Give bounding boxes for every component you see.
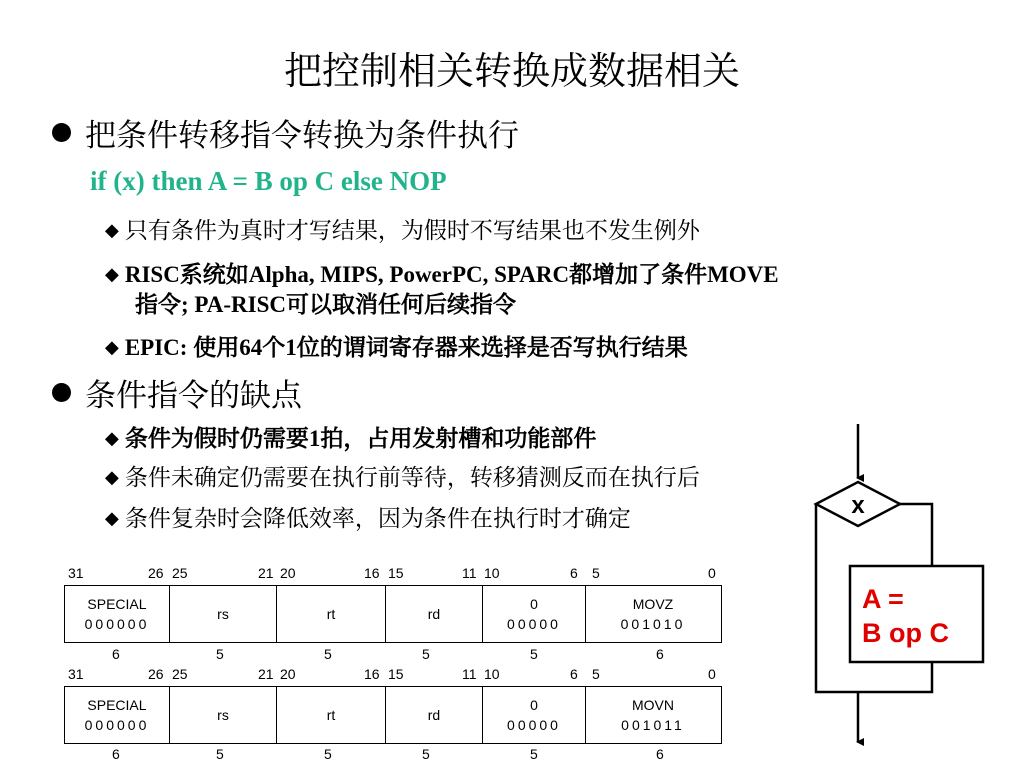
bit-positions-row	[64, 666, 724, 686]
width-label: 6	[112, 746, 120, 762]
field-name: SPECIAL	[87, 697, 147, 713]
sub-item-text: 条件未确定仍需要在执行前等待，转移猜测反而在执行后	[124, 465, 700, 490]
sub-item-text: EPIC: 使用64个1位的谓词寄存器来选择是否写执行结果	[124, 335, 688, 360]
field-code: 001011	[621, 717, 685, 733]
sub-item-continuation: 指令; PA-RISC可以取消任何后续指令	[135, 292, 516, 317]
bit-label: 16	[364, 666, 380, 682]
width-label: 5	[422, 746, 430, 762]
field-func	[586, 687, 720, 743]
field-code: 000000	[84, 717, 150, 733]
field-rt	[277, 586, 386, 642]
bit-label: 5	[592, 565, 600, 581]
sub-item	[105, 329, 688, 362]
bit-label: 21	[258, 666, 274, 682]
diamond-icon: ◆	[105, 428, 119, 449]
field-name: rt	[326, 606, 336, 622]
sub-item	[105, 459, 700, 492]
width-label: 6	[656, 646, 664, 662]
bit-positions-row	[64, 565, 724, 585]
bit-label: 31	[68, 565, 84, 581]
bit-label: 26	[148, 565, 164, 581]
field-name: rd	[427, 707, 441, 723]
bit-label: 11	[462, 565, 477, 581]
field-func	[586, 586, 720, 642]
sub-item-text: 只有条件为真时才写结果，为假时不写结果也不发生例外	[124, 218, 700, 243]
bit-label: 25	[172, 666, 188, 682]
diamond-icon: ◆	[105, 337, 119, 358]
field-name: MOVN	[632, 697, 674, 713]
field-code: 00000	[507, 616, 561, 632]
bullet-1	[52, 110, 519, 155]
page-title: 把控制相关转换成数据相关	[283, 49, 740, 93]
field-code: 001010	[620, 616, 686, 632]
bit-label: 16	[364, 565, 380, 581]
field-name: 0	[530, 596, 538, 612]
width-label: 5	[530, 746, 538, 762]
diamond-icon: ◆	[105, 467, 119, 488]
bullet-2	[52, 370, 302, 415]
bit-label: 20	[280, 565, 296, 581]
field-rs	[170, 687, 277, 743]
bit-label: 11	[462, 666, 477, 682]
action-line-1: A =	[862, 584, 904, 614]
action-line-2: B op C	[862, 618, 949, 648]
field-rd	[386, 586, 483, 642]
field-name: rd	[427, 606, 441, 622]
diamond-icon: ◆	[105, 220, 119, 241]
bit-label: 31	[68, 666, 84, 682]
bit-label: 20	[280, 666, 296, 682]
field-zero	[483, 586, 586, 642]
bit-label: 10	[484, 666, 500, 682]
bullet-dot-icon	[52, 123, 71, 142]
field-name: rt	[326, 707, 336, 723]
bit-label: 10	[484, 565, 500, 581]
bit-label: 6	[570, 565, 578, 581]
field-rt	[277, 687, 386, 743]
flow-true-branch	[900, 504, 932, 566]
width-label: 5	[324, 646, 332, 662]
field-rs	[170, 586, 277, 642]
field-zero	[483, 687, 586, 743]
sub-item-text: 条件为假时仍需要1拍，占用发射槽和功能部件	[124, 426, 597, 451]
field-name: SPECIAL	[87, 596, 147, 612]
field-name: rs	[217, 707, 229, 723]
field-rd	[386, 687, 483, 743]
bit-label: 15	[388, 565, 404, 581]
diamond-icon: ◆	[105, 508, 119, 529]
field-name: 0	[530, 697, 538, 713]
field-special	[65, 687, 170, 743]
instruction-format-movn	[64, 686, 722, 744]
sub-item	[105, 420, 596, 453]
bit-label: 21	[258, 565, 274, 581]
bit-label: 5	[592, 666, 600, 682]
field-name: MOVZ	[632, 596, 674, 612]
conditional-flowchart	[800, 420, 1000, 750]
field-code: 00000	[507, 717, 561, 733]
sub-item-text: RISC系统如Alpha, MIPS, PowerPC, SPARC都增加了条件MOVE	[124, 262, 779, 287]
width-label: 5	[216, 646, 224, 662]
bit-label: 6	[570, 666, 578, 682]
code-line: if (x) then A = B op C else NOP	[90, 166, 447, 196]
bit-label: 25	[172, 565, 188, 581]
width-label: 6	[112, 646, 120, 662]
diamond-icon: ◆	[105, 264, 119, 285]
bit-label: 15	[388, 666, 404, 682]
bit-label: 0	[708, 565, 716, 581]
width-label: 5	[324, 746, 332, 762]
bullet-dot-icon	[52, 383, 71, 402]
width-label: 5	[216, 746, 224, 762]
bullet-1-text: 把条件转移指令转换为条件执行	[85, 118, 519, 154]
field-special	[65, 586, 170, 642]
bit-label: 0	[708, 666, 716, 682]
field-code: 000000	[84, 616, 150, 632]
sub-item	[105, 500, 631, 533]
width-label: 5	[530, 646, 538, 662]
width-label: 6	[656, 746, 664, 762]
condition-label: x	[851, 492, 865, 519]
field-widths-row	[64, 746, 724, 766]
width-label: 5	[422, 646, 430, 662]
instruction-format-movz	[64, 585, 722, 643]
field-name: rs	[217, 606, 229, 622]
bullet-2-text: 条件指令的缺点	[85, 378, 302, 414]
sub-item	[105, 212, 700, 245]
sub-item	[105, 256, 779, 289]
bit-label: 26	[148, 666, 164, 682]
sub-item-text: 条件复杂时会降低效率，因为条件在执行时才确定	[124, 506, 631, 531]
field-widths-row	[64, 646, 724, 666]
